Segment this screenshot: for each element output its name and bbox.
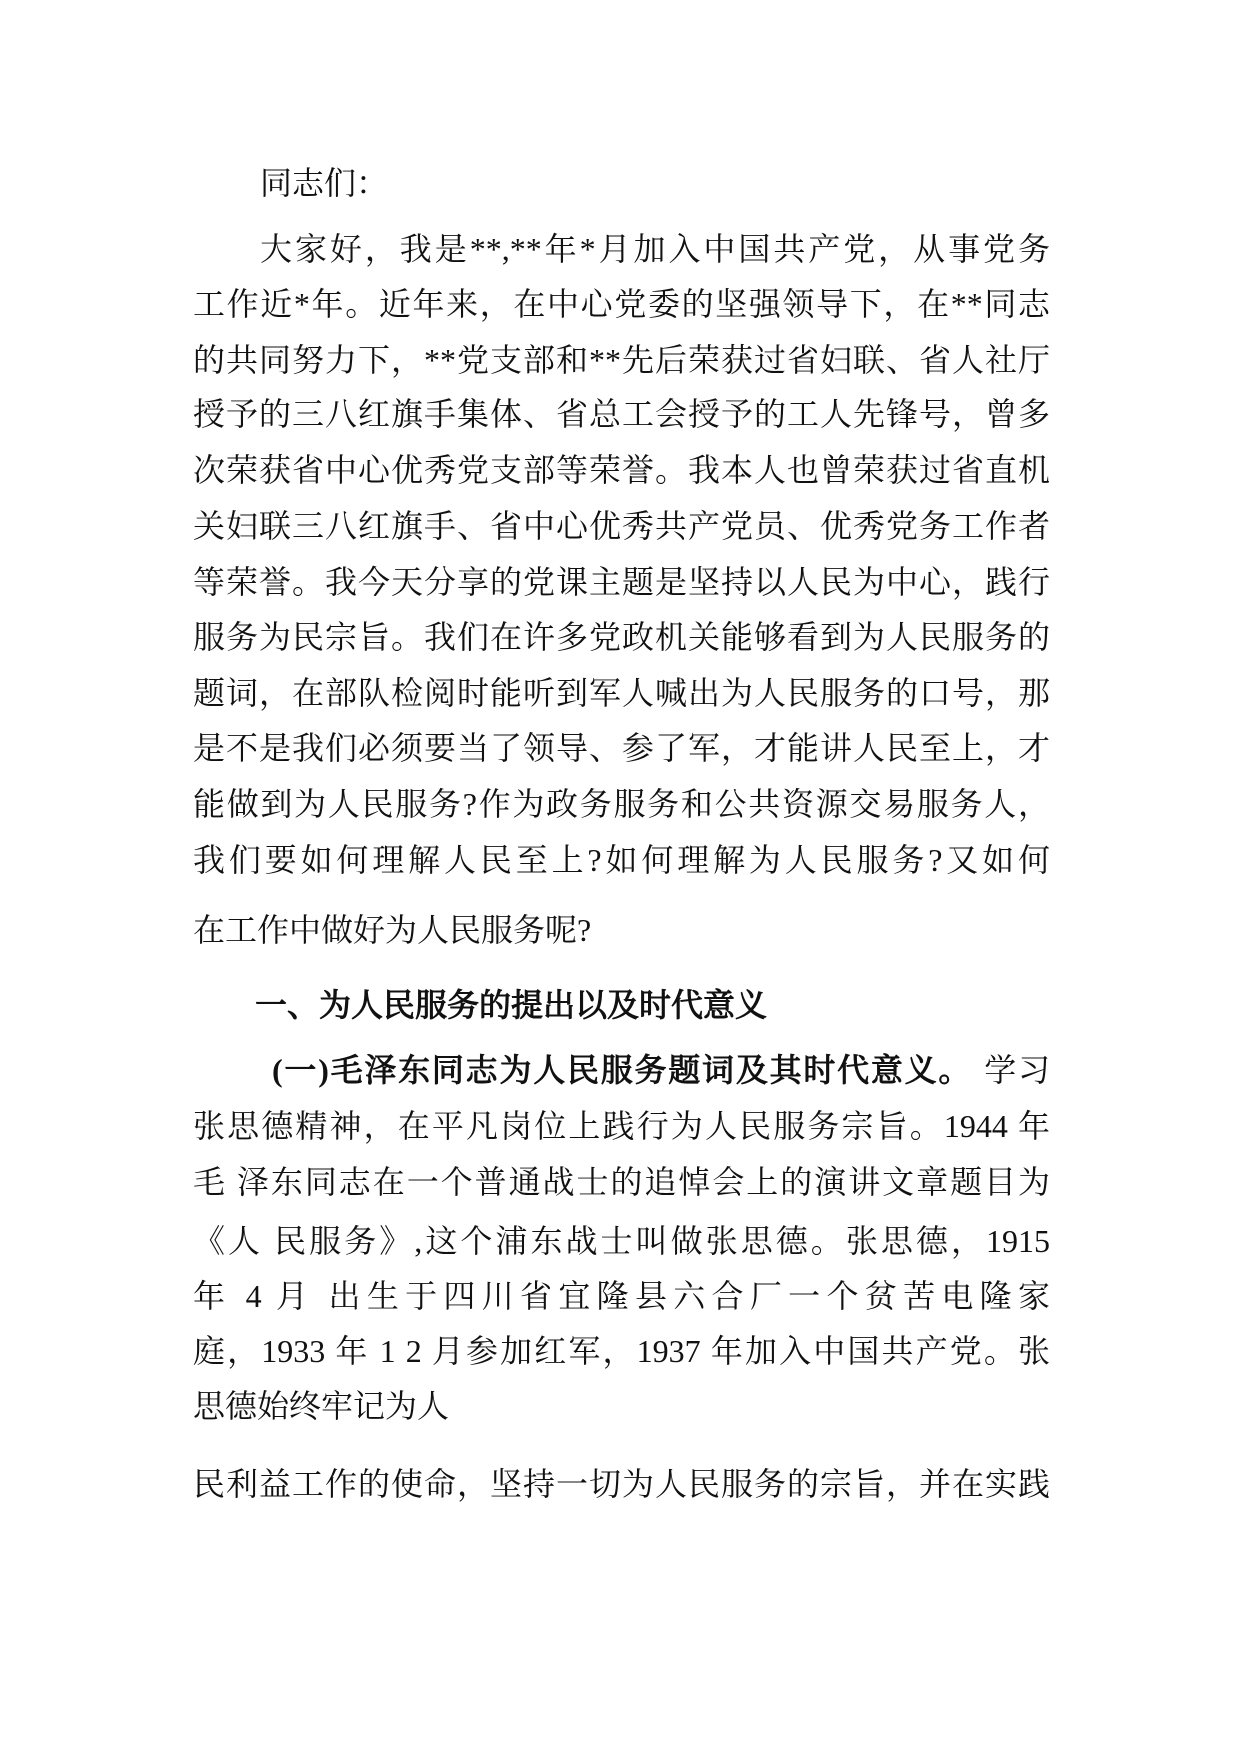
text-line: 我们要如何理解人民至上?如何理解为人民服务?又如何 [193,842,1050,878]
text-line: 授予的三八红旗手集体、省总工会授予的工人先锋号，曾多 [193,396,1050,432]
text-line: 题词，在部队检阅时能听到军人喊出为人民服务的口号，那 [193,675,1050,711]
text-line: 是不是我们必须要当了领导、参了军，才能讲人民至上，才 [193,730,1050,766]
text-line: 张思德精神，在平凡岗位上践行为人民服务宗旨。1944 年 [193,1108,1050,1144]
text-line: 《人 民服务》,这个浦东战士叫做张思德。张思德，1915 [193,1223,1050,1259]
text-line: 能做到为人民服务?作为政务服务和公共资源交易服务人， [193,786,1050,822]
text-line: 的共同努力下，**党支部和**先后荣获过省妇联、省人社厅 [193,342,1050,378]
subsection-title: (一)毛泽东同志为人民服务题词及其时代意义。 [272,1052,973,1088]
subsection-heading-line [272,1043,1050,1097]
section-heading: 一、为人民服务的提出以及时代意义 [255,987,768,1023]
text-line-last: 在工作中做好为人民服务呢? [193,912,592,948]
continuation-line: 民利益工作的使命，坚持一切为人民服务的宗旨，并在实践 [193,1466,1050,1502]
greeting: 同志们： [260,165,389,201]
text-line: 工作近*年。近年来，在中心党委的坚强领导下，在**同志 [193,286,1050,322]
text-line: 等荣誉。我今天分享的党课主题是坚持以人民为中心，践行 [193,564,1050,600]
text-line: 次荣获省中心优秀党支部等荣誉。我本人也曾荣获过省直机 [193,452,1050,488]
text-line: 关妇联三八红旗手、省中心优秀共产党员、优秀党务工作者 [193,508,1050,544]
text-line: 年 4 月 出生于四川省宜隆县六合厂一个贫苦电隆家 [193,1278,1050,1314]
subsection-tail-text: 学习 [984,1052,1050,1088]
text-line: 毛 泽东同志在一个普通战士的追悼会上的演讲文章题目为 [193,1164,1050,1200]
text-line: 服务为民宗旨。我们在许多党政机关能够看到为人民服务的 [193,619,1050,655]
text-line-last: 思德始终牢记为人 [193,1388,450,1424]
text-line: 大家好，我是**,**年*月加入中国共产党，从事党务 [260,231,1050,267]
text-line: 庭，1933 年 1 2 月参加红军，1937 年加入中国共产党。张 [193,1333,1050,1369]
